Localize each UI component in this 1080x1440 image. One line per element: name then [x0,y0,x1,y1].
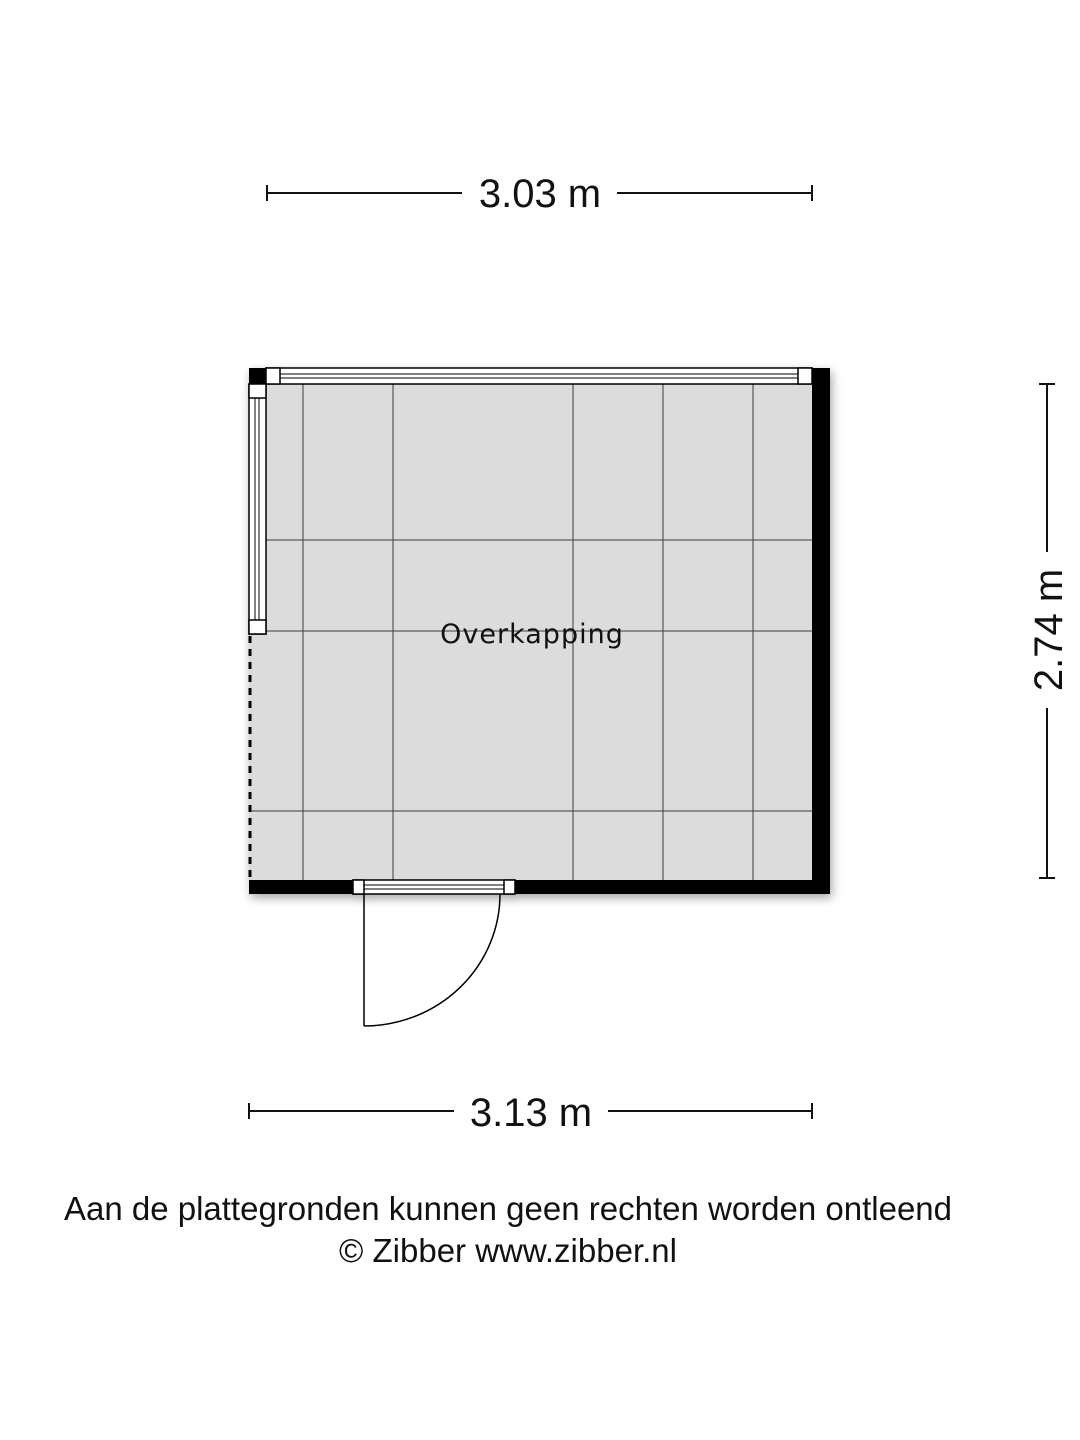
bottom-wall-left [249,880,353,894]
top-window [266,368,812,384]
left-window [249,384,266,634]
top-dimension [267,172,812,216]
door-arc [364,894,500,1026]
door-frame [353,880,515,894]
credit-text: © Zibber www.zibber.nl [339,1232,677,1269]
top-dimension-label: 3.03 m [478,172,602,216]
right-dimension-label: 2.74 m [1027,568,1071,692]
disclaimer-text: Aan de plattegronden kunnen geen rechten worden ontleend [63,1190,953,1227]
door-swing [364,894,500,1026]
bottom-dimension-label: 3.13 m [469,1091,593,1135]
room-label: Overkapping [440,619,624,650]
right-wall [812,368,830,894]
bottom-wall-right [515,880,830,894]
corner-post [249,368,266,384]
bottom-dimension [249,1091,812,1135]
right-dimension [1027,384,1071,878]
